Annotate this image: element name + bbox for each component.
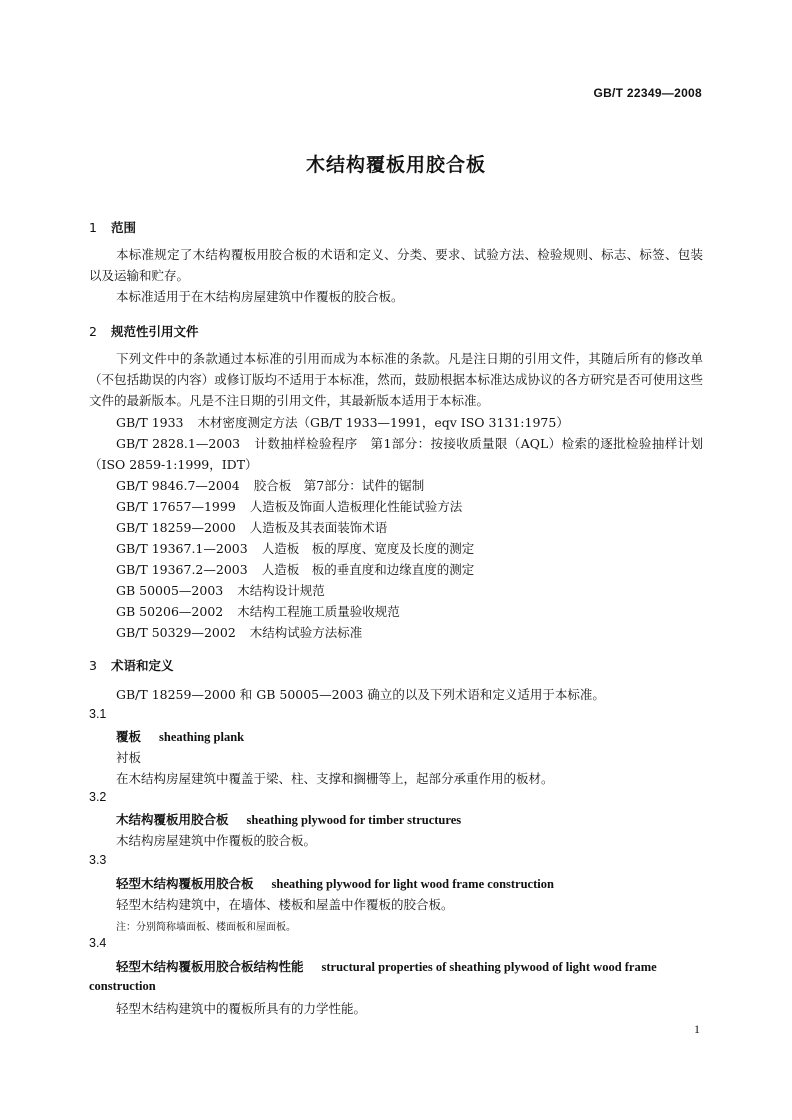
term-definition: 木结构房屋建筑中作覆板的胶合板。 [116, 833, 317, 848]
term-synonym: 衬板 [116, 750, 142, 765]
term-heading [116, 873, 554, 895]
clause-number: 3.4 [89, 936, 107, 950]
clause-number: 3.1 [89, 707, 107, 721]
terms-intro: GB/T 18259—2000 和 GB 50005—2003 确立的以及下列术语和定义适用于本标准。 [116, 687, 605, 702]
section-number: 1 [89, 220, 97, 235]
reference-code: GB/T 19367.2—2003 [116, 562, 248, 577]
reference-title: 人造板及饰面人造板理化性能试验方法 [249, 499, 463, 514]
reference-item [116, 538, 474, 559]
reference-title: 木结构试验方法标准 [249, 625, 363, 640]
section-title: 术语和定义 [111, 658, 174, 673]
section-number: 2 [89, 324, 97, 339]
reference-item [116, 580, 325, 601]
section-title: 规范性引用文件 [111, 324, 199, 339]
reference-code: GB/T 17657—1999 [116, 499, 236, 514]
term-heading [116, 809, 461, 831]
term-heading [116, 726, 244, 748]
term-chinese: 木结构覆板用胶合板 [116, 812, 229, 827]
reference-code: GB/T 50329—2002 [116, 625, 236, 640]
term-definition: 轻型木结构建筑中，在墙体、楼板和屋盖中作覆板的胶合板。 [116, 897, 454, 912]
term-english-continued: construction [89, 979, 156, 993]
reference-item [89, 433, 703, 475]
term-english: structural properties of sheathing plywood of light wood frame [321, 960, 657, 974]
term-english: sheathing plank [159, 730, 245, 744]
term-heading [116, 956, 657, 978]
reference-item [116, 475, 424, 496]
reference-title: 木材密度测定方法（GB/T 1933—1991，eqv ISO 3131:1975） [197, 415, 569, 430]
standard-id: GB/T 22349—2008 [593, 86, 702, 100]
document-title: 木结构覆板用胶合板 [305, 154, 486, 176]
reference-title: 胶合板 第7部分：试件的锯制 [253, 478, 425, 493]
term-chinese: 轻型木结构覆板用胶合板 [116, 876, 254, 891]
reference-title: 人造板 板的厚度、宽度及长度的测定 [261, 541, 475, 556]
term-english: sheathing plywood for timber structures [246, 813, 462, 827]
section-title: 范围 [111, 220, 137, 235]
reference-item [116, 559, 474, 580]
reference-item [116, 517, 387, 538]
term-note: 注：分别简称墙面板、楼面板和屋面板。 [116, 922, 296, 933]
scope-paragraph-1: 本标准规定了木结构覆板用胶合板的术语和定义、分类、要求、试验方法、检验规则、标志、标签、包装以及运输和贮存。 [89, 247, 703, 283]
scope-paragraph-2: 本标准适用于在木结构房屋建筑中作覆板的胶合板。 [116, 289, 404, 304]
clause-number: 3.3 [89, 853, 107, 867]
section-2-heading [89, 322, 199, 340]
term-definition: 在木结构房屋建筑中覆盖于梁、柱、支撑和搁栅等上，起部分承重作用的板材。 [116, 771, 554, 786]
reference-title: 计数抽样检验程序 第1部分：按接收质量限（AQL）检索的逐批检验抽样计划（ISO 2859-1:1999，IDT） [89, 436, 703, 472]
reference-item [116, 622, 362, 643]
reference-item [116, 412, 569, 433]
section-1-heading [89, 218, 136, 236]
reference-title: 木结构设计规范 [237, 583, 325, 598]
clause-number: 3.2 [89, 790, 107, 804]
term-english: sheathing plywood for light wood frame construction [271, 877, 554, 891]
normative-references-intro: 下列文件中的条款通过本标准的引用而成为本标准的条款。凡是注日期的引用文件，其随后所有的修改单（不包括勘误的内容）或修订版均不适用于本标准，然而，鼓励根据本标准达成协议的各方研究是否可使用这些文件的最新版本。凡是不注日期的引用文件，其最新版本适用于本标准。 [89, 351, 703, 408]
reference-code: GB 50206—2002 [116, 604, 224, 619]
section-number: 3 [89, 658, 97, 673]
reference-code: GB 50005—2003 [116, 583, 224, 598]
reference-title: 木结构工程施工质量验收规范 [237, 604, 400, 619]
term-chinese: 轻型木结构覆板用胶合板结构性能 [116, 959, 304, 974]
section-3-heading [89, 656, 174, 674]
reference-code: GB/T 19367.1—2003 [116, 541, 248, 556]
term-definition: 轻型木结构建筑中的覆板所具有的力学性能。 [116, 1001, 367, 1016]
reference-code: GB/T 2828.1—2003 [116, 436, 241, 451]
reference-title: 人造板 板的垂直度和边缘直度的测定 [261, 562, 475, 577]
reference-code: GB/T 9846.7—2004 [116, 478, 240, 493]
reference-title: 人造板及其表面装饰术语 [249, 520, 388, 535]
reference-code: GB/T 18259—2000 [116, 520, 236, 535]
reference-item [116, 496, 462, 517]
page-number: 1 [694, 1022, 700, 1036]
reference-item [116, 601, 400, 622]
term-chinese: 覆板 [116, 729, 142, 744]
reference-code: GB/T 1933 [116, 415, 184, 430]
